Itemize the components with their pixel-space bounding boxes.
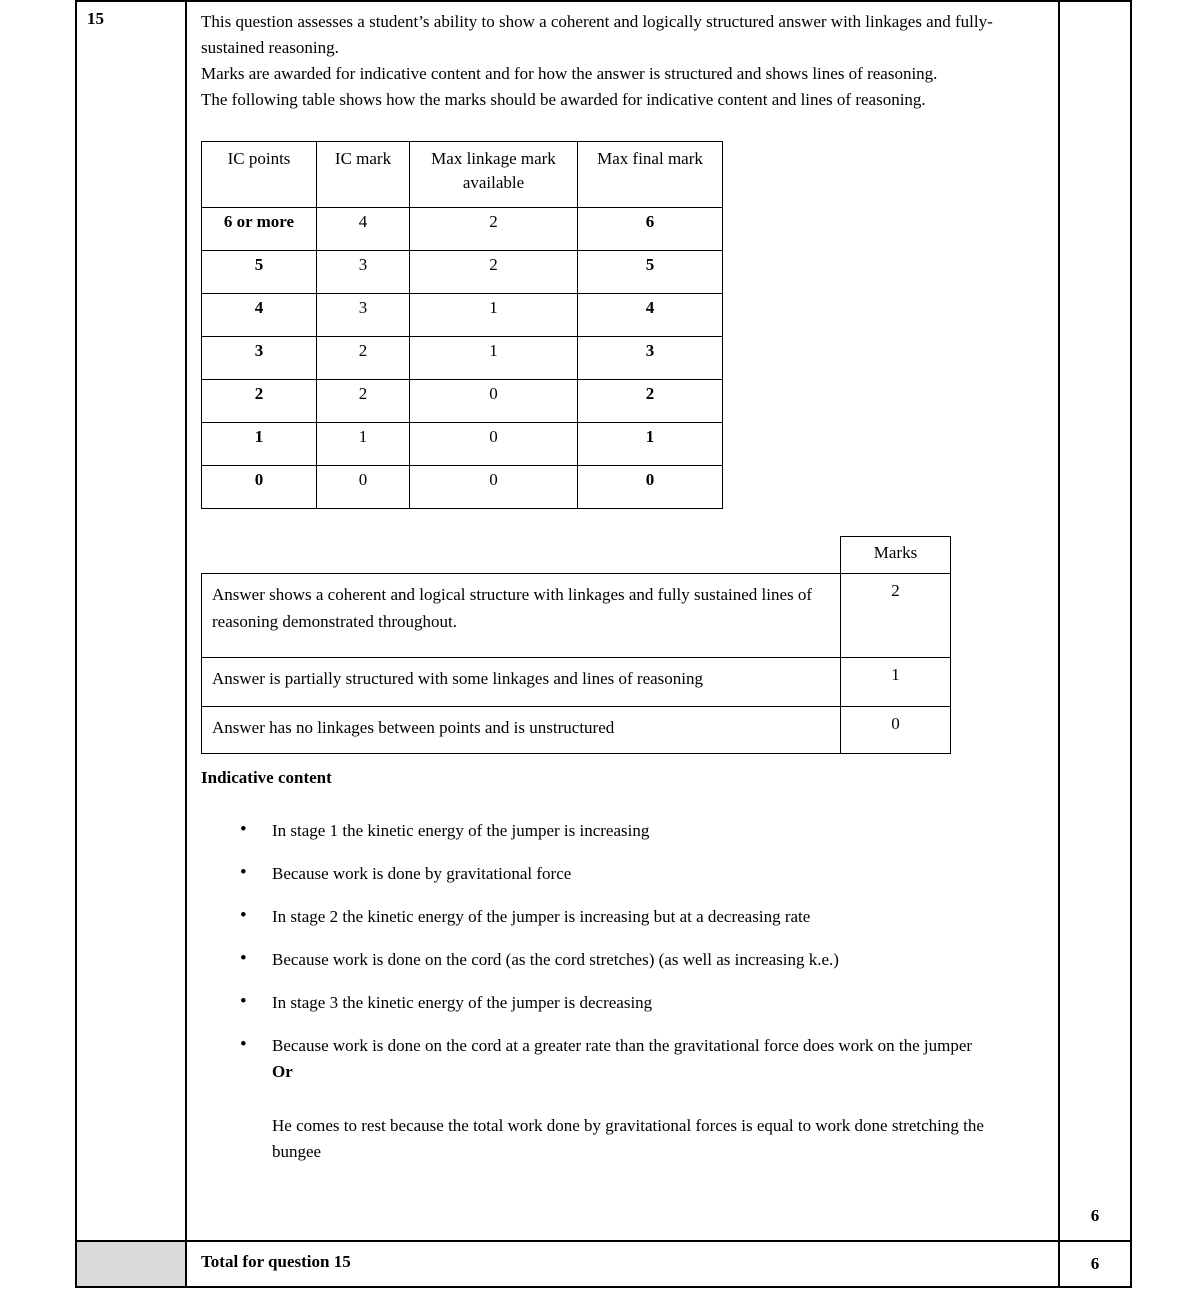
table-row <box>202 208 723 251</box>
structure-marks-table <box>201 536 951 754</box>
table-cell: 0 <box>578 466 723 509</box>
intro-paragraph-3: The following table shows how the marks should be awarded for indicative content and lines of reasoning. <box>201 90 926 109</box>
table-row <box>202 466 723 509</box>
table-cell: 5 <box>202 251 317 294</box>
table-row <box>202 380 723 423</box>
table-cell: 1 <box>410 294 578 337</box>
ic-table-header-max-linkage: Max linkage mark available <box>410 142 578 208</box>
list-item <box>201 861 1011 887</box>
question-content-cell <box>187 2 1060 1240</box>
question-number: 15 <box>77 2 187 1240</box>
table-cell: 3 <box>317 251 410 294</box>
ic-table-header-ic-mark: IC mark <box>317 142 410 208</box>
table-cell: 1 <box>202 423 317 466</box>
list-item <box>201 947 1011 973</box>
structure-table-header-row <box>202 537 951 574</box>
table-cell: 2 <box>410 251 578 294</box>
structure-marks-value: 2 <box>841 574 951 658</box>
intro-paragraph-1: This question assesses a student’s ability to show a coherent and logically structured answer with linkages and fully-sustained reasoning. <box>201 12 993 57</box>
table-row <box>202 294 723 337</box>
structure-marks-value: 1 <box>841 658 951 707</box>
table-cell: 3 <box>317 294 410 337</box>
list-item <box>201 990 1011 1016</box>
structure-marks-value: 0 <box>841 707 951 754</box>
question-marks-value: 6 <box>1090 1206 1100 1225</box>
bullet-text: Because work is done by gravitational force <box>272 864 572 883</box>
intro-text <box>201 9 1042 113</box>
table-cell: 1 <box>317 423 410 466</box>
bullet-text: Because work is done on the cord at a greater rate than the gravitational force does work on the jumper <box>272 1036 973 1055</box>
table-cell: 0 <box>410 466 578 509</box>
table-row <box>202 423 723 466</box>
table-cell: 4 <box>202 294 317 337</box>
table-cell: 2 <box>578 380 723 423</box>
intro-paragraph-2: Marks are awarded for indicative content and for how the answer is structured and shows lines of reasoning. <box>201 64 938 83</box>
question-outer-table <box>75 0 1132 1288</box>
ic-table-header-ic-points: IC points <box>202 142 317 208</box>
bullet-text: In stage 1 the kinetic energy of the jumper is increasing <box>272 821 650 840</box>
list-item <box>201 904 1011 930</box>
table-cell: 6 or more <box>202 208 317 251</box>
ic-table-header-max-final: Max final mark <box>578 142 723 208</box>
ic-table-header-row <box>202 142 723 208</box>
bullet-text: Because work is done on the cord (as the cord stretches) (as well as increasing k.e.) <box>272 950 839 969</box>
table-cell: 4 <box>578 294 723 337</box>
table-row <box>202 251 723 294</box>
table-cell: 1 <box>410 337 578 380</box>
table-cell: 0 <box>410 380 578 423</box>
table-cell: 0 <box>410 423 578 466</box>
bullet-text: In stage 3 the kinetic energy of the jumper is decreasing <box>272 993 653 1012</box>
list-item <box>201 818 1011 844</box>
structure-description: Answer has no linkages between points and is unstructured <box>202 707 841 754</box>
table-cell: 2 <box>317 380 410 423</box>
bullet-text: In stage 2 the kinetic energy of the jumper is increasing but at a decreasing rate <box>272 907 811 926</box>
table-row <box>202 707 951 754</box>
table-row <box>202 574 951 658</box>
table-cell: 2 <box>410 208 578 251</box>
table-cell: 3 <box>578 337 723 380</box>
table-cell: 3 <box>202 337 317 380</box>
structure-table-blank-header <box>202 537 841 574</box>
list-item <box>201 1033 1011 1085</box>
ic-marks-table <box>201 141 723 509</box>
table-row <box>202 337 723 380</box>
table-row <box>202 658 951 707</box>
structure-table-marks-header: Marks <box>841 537 951 574</box>
alternative-text: He comes to rest because the total work done by gravitational forces is equal to work done stretching the bungee <box>272 1116 984 1161</box>
table-cell: 4 <box>317 208 410 251</box>
indicative-content-heading: Indicative content <box>201 768 332 787</box>
total-marks-value: 6 <box>1060 1240 1130 1286</box>
table-cell: 6 <box>578 208 723 251</box>
structure-description: Answer shows a coherent and logical structure with linkages and fully sustained lines of reasoning demonstrated throughout. <box>202 574 841 658</box>
total-row-shaded-cell <box>77 1240 187 1286</box>
table-cell: 0 <box>317 466 410 509</box>
table-cell: 2 <box>202 380 317 423</box>
table-cell: 5 <box>578 251 723 294</box>
table-cell: 2 <box>317 337 410 380</box>
total-for-question-label: Total for question 15 <box>187 1240 1060 1286</box>
structure-description: Answer is partially structured with some linkages and lines of reasoning <box>202 658 841 707</box>
alternative-point <box>201 1113 1011 1165</box>
indicative-content-list <box>201 818 1011 1165</box>
table-cell: 0 <box>202 466 317 509</box>
table-cell: 1 <box>578 423 723 466</box>
or-label: Or <box>272 1062 293 1081</box>
